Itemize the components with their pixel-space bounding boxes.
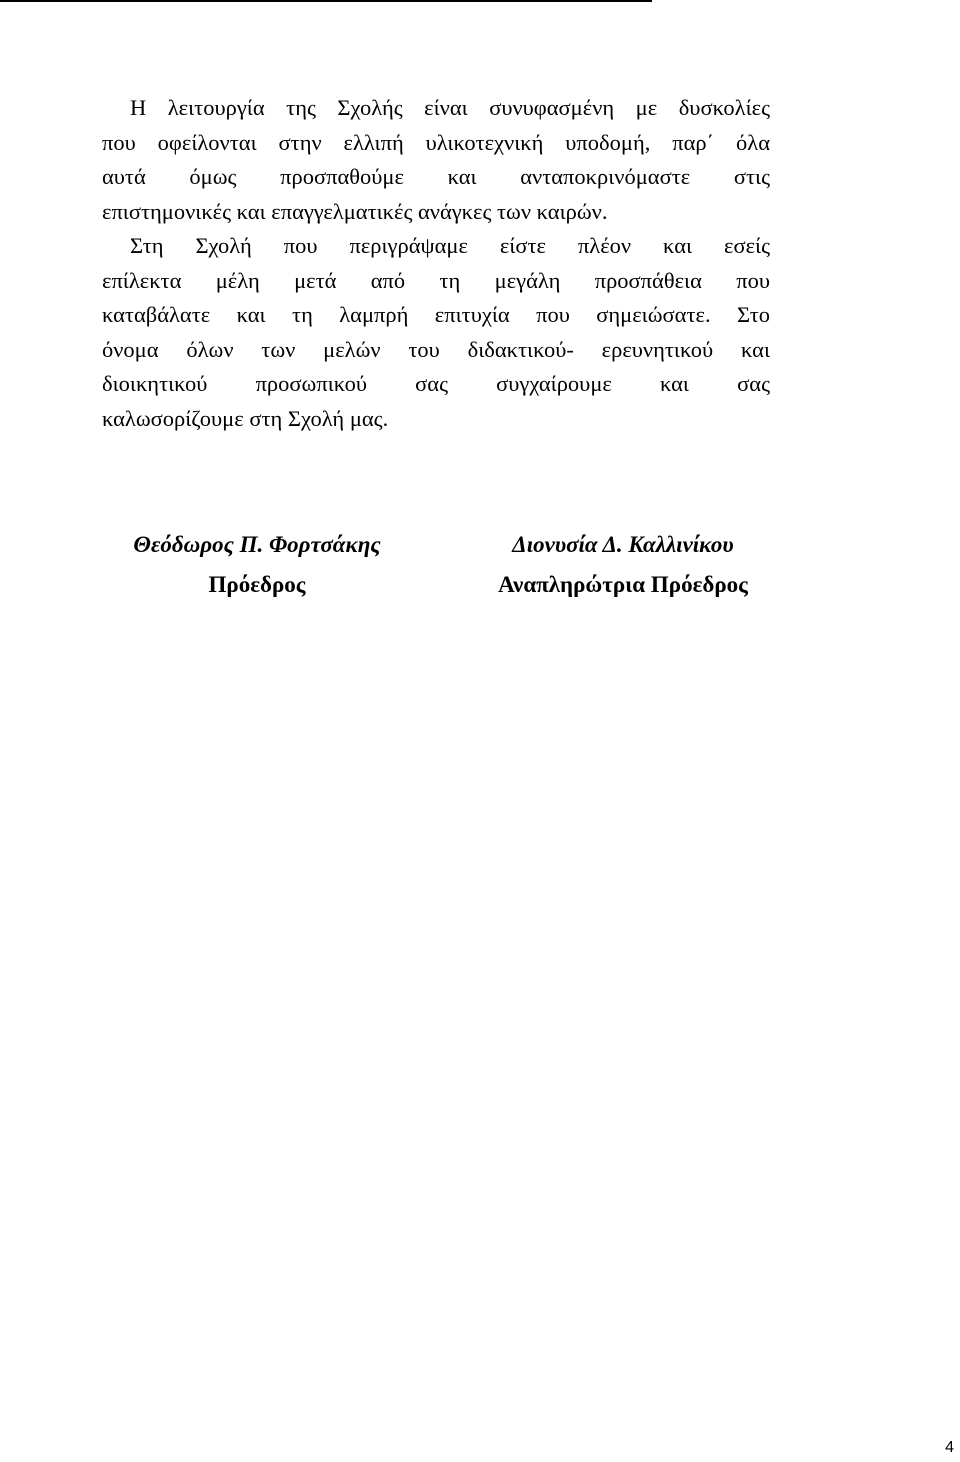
page-number: 4	[945, 1439, 954, 1456]
paragraph-line: Στη Σχολή που περιγράψαμε είστε πλέον και εσείς	[130, 233, 770, 258]
signatory-name: Διονυσία Δ. Καλλινίκου	[512, 532, 734, 557]
top-rule	[0, 0, 652, 2]
paragraph-line: που οφείλονται στην ελλιπή υλικοτεχνική υποδομή, παρ΄ όλα	[102, 129, 770, 155]
paragraph-line: Η λειτουργία της Σχολής είναι συνυφασμένη με δυσκολίες	[130, 95, 770, 120]
signatory-name: Θεόδωρος Π. Φορτσάκης	[133, 532, 381, 557]
signatory-title: Πρόεδρος	[208, 572, 306, 597]
paragraph-welcome	[102, 229, 770, 436]
paragraph-line: όνομα όλων των μελών του διδακτικού- ερευνητικού και	[102, 336, 770, 362]
signature-president	[104, 525, 410, 605]
paragraph-line: επίλεκτα μέλη μετά από τη μεγάλη προσπάθεια που	[102, 267, 770, 293]
paragraph-line: καλωσορίζουμε στη Σχολή μας.	[102, 405, 389, 431]
paragraph-line: καταβάλατε και τη λαμπρή επιτυχία που σημειώσατε. Στο	[102, 302, 770, 327]
paragraph-line: αυτά όμως προσπαθούμε και ανταποκρινόμαστε στις	[102, 164, 770, 189]
signature-deputy-president	[470, 525, 776, 605]
signatory-title: Αναπληρώτρια Πρόεδρος	[498, 572, 748, 597]
paragraph-line: επιστημονικές και επαγγελματικές ανάγκες των καιρών.	[102, 198, 608, 224]
paragraph-line: διοικητικού προσωπικού σας συγχαίρουμε και σας	[102, 371, 770, 396]
paragraph-intro	[102, 91, 770, 229]
